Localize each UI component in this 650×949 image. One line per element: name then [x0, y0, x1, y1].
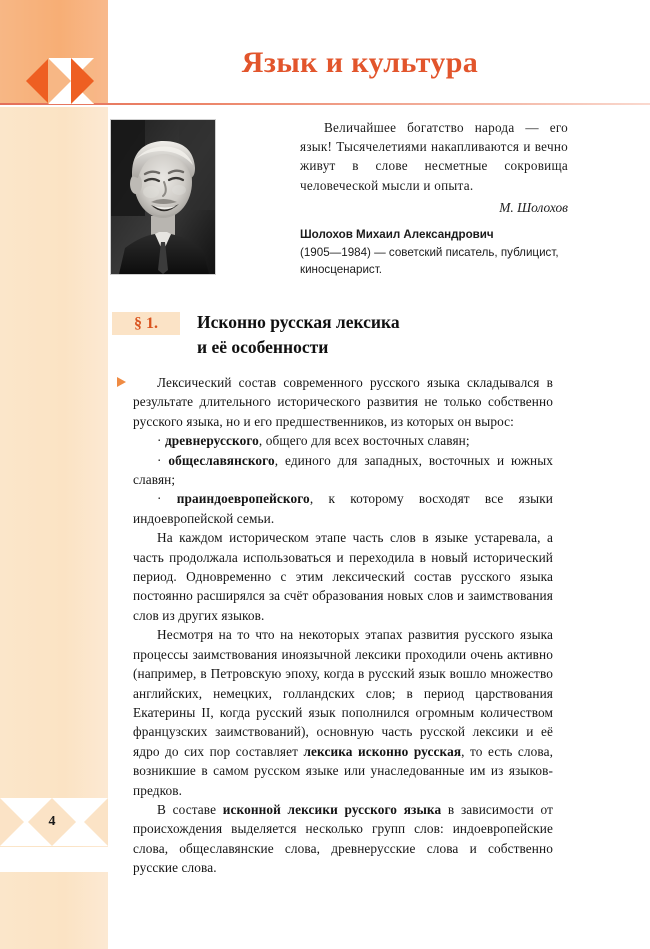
page-title: Язык и культура	[241, 46, 479, 79]
section-title	[197, 310, 557, 360]
bullet-item-1	[133, 431, 553, 450]
paragraph-2: На каждом историческом этапе часть слов в языке устаревала, а часть продолжала использоваться и переходила в новый исторический период. Одновременно с этим лексический состав русского языка постоянно расширялся за счёт образования новых слов и заимствования слов из других языков.	[133, 530, 553, 623]
portrait-illustration	[111, 120, 215, 274]
author-bio	[300, 226, 572, 279]
page-number-wing-right	[84, 798, 108, 846]
section-title-line-1: Исконно русская лексика	[197, 312, 400, 332]
ornament-triangle-right	[71, 58, 94, 104]
paragraph-1: Лексический состав современного русского языка складывался в результате длительного исторического развития не только собственно русского языка, но и его предшественников, из которых он вырос:	[133, 375, 553, 429]
bullet-char-1: ·	[157, 433, 162, 449]
bullet-char-2: ·	[157, 452, 162, 468]
paragraph-3-bold-term: лексика исконно русская	[303, 743, 462, 759]
epigraph-attribution: М. Шолохов	[499, 200, 568, 215]
bullet-item-2	[133, 451, 553, 490]
section-number-text: § 1.	[134, 315, 158, 332]
author-bio-description: (1905—1984) — советский писатель, публицист, киносценарист.	[300, 245, 559, 276]
bullet-item-3	[133, 489, 553, 528]
section-title-line-2: и её особенности	[197, 337, 329, 357]
bullet-rest-3: , к которому восходят все языки индоевропейской семьи.	[133, 491, 553, 526]
body-content	[133, 373, 553, 878]
left-decorative-band-foot	[0, 872, 108, 949]
ornament-triangle-left	[26, 58, 49, 104]
paragraph-3-part-b: , то есть слова, возникшие в самом русском языке или унаследованные им из языков-предков.	[133, 743, 554, 798]
paragraph-3	[133, 625, 553, 800]
bullet-rest-2: , единого для западных, восточных и южных славян;	[133, 452, 553, 488]
bullet-term-3: праиндоевропейского	[176, 491, 310, 507]
section-number-badge	[112, 312, 180, 335]
bullet-char-3: ·	[157, 491, 162, 507]
page-number-ornament	[19, 798, 89, 846]
header-diamond-ornament-icon	[26, 58, 100, 104]
bullet-rest-1: , общего для всех восточных славян;	[258, 433, 470, 449]
paragraph-4	[133, 800, 553, 878]
paragraph-4-part-a: В составе	[157, 801, 223, 817]
bullet-term-2: общеславянского	[168, 452, 275, 468]
left-decorative-band-body	[0, 107, 108, 847]
ornament-triangle-inner-left	[48, 58, 71, 104]
paragraph-4-bold-term: исконной лексики русского языка	[222, 801, 442, 817]
paragraph-triangle-marker-icon	[117, 377, 126, 387]
bullet-term-1: древнерусского	[164, 433, 259, 449]
author-portrait-photo	[110, 119, 216, 275]
paragraph-3-part-a: Несмотря на то что на некоторых этапах развития русского языка процессы заимствования иноязычной лексики проходили очень активно (например, в Петровскую эпоху, когда в русский язык вошло множество английских, немецких, голландских слов; в период царствования Екатерины II, когда русский язык пополнился огромным количеством французских заимствований), основную часть русской лексики и её ядро до сих пор составляет	[133, 627, 553, 759]
paragraph-4-part-b: в зависимости от происхождения выделяется несколько групп слов: индоевропейские слова, общеславянские слова, древнерусские слова и собственно русские слова.	[133, 801, 553, 876]
epigraph-quote: Величайшее богатство народа — его язык! Тысячелетиями накапливаются и вечно живут в слове несметные сокровища человеческой мысли и опыта.	[300, 120, 568, 193]
page-number: 4	[48, 814, 56, 829]
author-bio-name: Шолохов Михаил Александрович	[300, 228, 494, 241]
